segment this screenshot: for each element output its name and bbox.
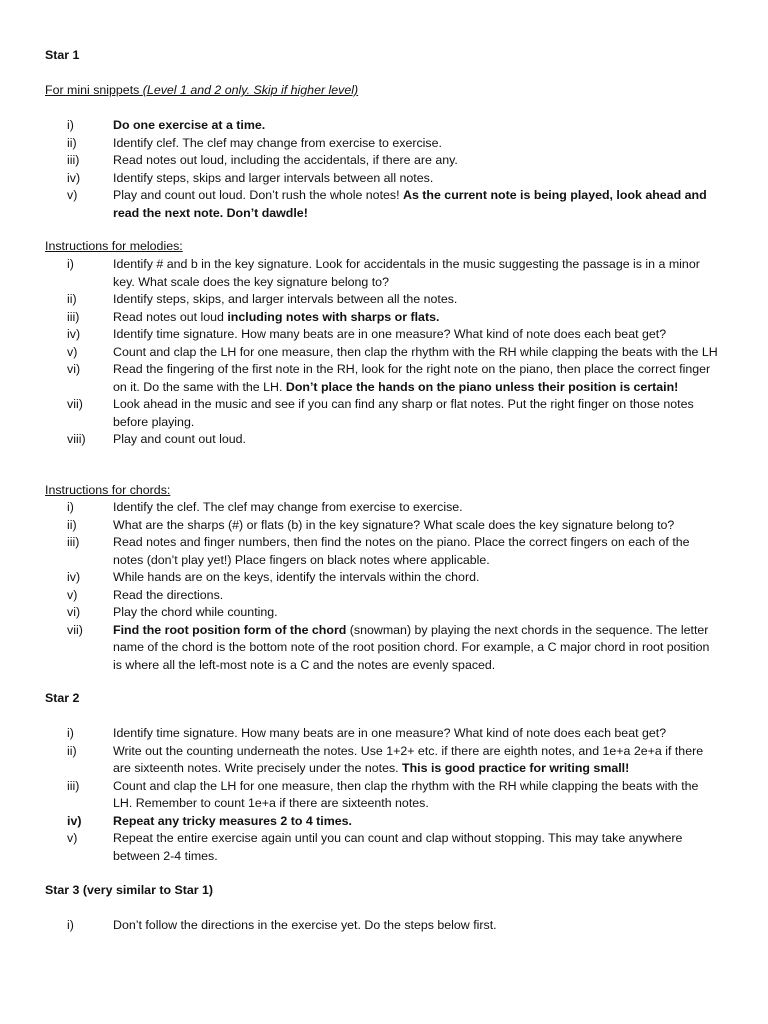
chords-intro: Instructions for chords: (45, 483, 171, 497)
list-item-text: Identify steps, skips, and larger intervals between all the notes. (113, 292, 458, 306)
star3-list (0, 917, 768, 935)
list-item-number: viii) (67, 432, 86, 446)
list-item-number: iv) (67, 327, 81, 341)
melodies-list (0, 256, 768, 449)
list-item-text: Read the fingering of the first note in the RH, look for the right note on the piano, then place the correct finger on it. Do the same with the LH. (113, 362, 711, 394)
list-item-bold-text: This is good practice for writing small! (402, 761, 630, 775)
list-item-text: Identify clef. The clef may change from exercise to exercise. (113, 135, 442, 150)
list-item (0, 256, 720, 291)
list-item-text: (snowman) by playing the next chords in the sequence. The letter name of the chord is the bottom note of the root position chord. For example, a C major chord in root position is where all the left-most note is a C and the notes are evenly spaced. (113, 622, 710, 672)
list-item-number: vii) (67, 397, 83, 411)
list-item (0, 499, 720, 517)
list-item-text: Write out the counting underneath the notes. Use 1+2+ etc. if there are eighth notes, and 1e+a 2e+a if there are sixteenth notes. Write precisely under the notes. (113, 743, 704, 775)
list-item-text: Read the directions. (113, 587, 224, 602)
list-item-number: iv) (67, 570, 81, 584)
mini-snippets-list (0, 117, 768, 222)
mini-snippets-intro-note: (Level 1 and 2 only. Skip if higher level) (142, 83, 359, 97)
list-item (0, 743, 720, 778)
list-item-text: Look ahead in the music and see if you can find any sharp or flat notes. Put the right finger on those notes before playing. (113, 397, 694, 429)
list-item-text: Identify steps, skips and larger intervals between all notes. (113, 170, 434, 185)
star1-heading: Star 1 (45, 48, 80, 62)
list-item-text: Play and count out loud. (113, 432, 246, 446)
list-item-number: i) (67, 918, 74, 932)
list-item (0, 135, 720, 153)
melodies-intro: Instructions for melodies: (45, 239, 183, 253)
list-item (0, 344, 720, 362)
list-item-number: iii) (67, 309, 80, 324)
list-item-text: Identify # and b in the key signature. Look for accidentals in the music suggesting the passage is in a minor key. What scale does the key signature belong to? (113, 257, 700, 289)
chords-list (0, 499, 768, 674)
star3-heading: Star 3 (very similar to Star 1) (45, 883, 214, 897)
list-item-number: vii) (67, 622, 83, 637)
list-item (0, 187, 720, 222)
list-item-text: Count and clap the LH for one measure, then clap the rhythm with the RH while clapping the beats with the LH (113, 344, 718, 359)
list-item-bold-text: including notes with sharps or flats. (227, 309, 440, 324)
list-item-text: Read notes out loud (113, 309, 228, 324)
list-item (0, 813, 720, 831)
list-item (0, 830, 720, 865)
list-item-number: iii) (67, 153, 80, 167)
list-item (0, 117, 720, 135)
list-item (0, 534, 720, 569)
list-item (0, 569, 720, 587)
list-item-bold-text: Find the root position form of the chord (113, 622, 347, 637)
list-item-bold-text: Don’t place the hands on the piano unless their position is certain! (285, 379, 679, 394)
list-item-number: ii) (67, 743, 77, 758)
list-item-number: iv) (67, 813, 82, 828)
list-item-text: Play the chord while counting. (113, 605, 278, 619)
list-item-number: iii) (67, 778, 80, 793)
list-item (0, 396, 720, 431)
list-item-text: Identify time signature. How many beats are in one measure? What kind of note does each beat get? (113, 726, 667, 740)
list-item (0, 517, 720, 535)
list-item-number: vi) (67, 362, 81, 376)
list-item (0, 431, 720, 449)
list-item (0, 291, 720, 309)
mini-snippets-intro-text: For mini snippets (Level 1 and 2 only. Skip if higher level) (45, 83, 359, 97)
list-item-number: v) (67, 344, 78, 359)
list-item (0, 604, 720, 622)
list-item (0, 152, 720, 170)
list-item (0, 778, 720, 813)
list-item (0, 170, 720, 188)
star2-heading: Star 2 (45, 691, 80, 705)
list-item (0, 725, 720, 743)
list-item (0, 361, 720, 396)
list-item-text: Count and clap the LH for one measure, then clap the rhythm with the RH while clapping the beats with the LH. Remember to count 1e+a if there are sixteenth notes. (113, 778, 699, 810)
list-item-bold-text: As the current note is being played, look ahead and read the next note. Don’t dawdle! (113, 188, 707, 220)
list-item-text: Repeat the entire exercise again until you can count and clap without stopping. This may take anywhere between 2-4 times. (113, 831, 683, 863)
list-item-text: Identify time signature. How many beats are in one measure? What kind of note does each beat get? (113, 327, 667, 341)
list-item (0, 587, 720, 605)
list-item-number: i) (67, 118, 74, 132)
list-item-text: What are the sharps (#) or flats (b) in the key signature? What scale does the key signature belong to? (113, 517, 675, 532)
list-item (0, 326, 720, 344)
star2-list (0, 725, 768, 865)
list-item-text: Play and count out loud. Don’t rush the whole notes! (113, 188, 403, 202)
list-item-text: Identify the clef. The clef may change from exercise to exercise. (113, 500, 463, 514)
list-item-text: While hands are on the keys, identify the intervals within the chord. (113, 570, 480, 584)
list-item (0, 622, 720, 675)
list-item-number: ii) (67, 517, 77, 532)
list-item-text: Read notes out loud, including the accidentals, if there are any. (113, 153, 458, 167)
list-item-bold-text: Do one exercise at a time. (113, 118, 266, 132)
list-item-text: Don’t follow the directions in the exercise yet. Do the steps below first. (113, 918, 497, 932)
list-item-number: i) (67, 726, 74, 740)
list-item-number: v) (67, 587, 78, 602)
list-item-number: i) (67, 500, 74, 514)
list-item-number: vi) (67, 605, 81, 619)
mini-snippets-intro (45, 82, 358, 100)
list-item-number: ii) (67, 135, 77, 150)
list-item-number: ii) (67, 292, 77, 306)
list-item-bold-text: Repeat any tricky measures 2 to 4 times. (113, 813, 352, 828)
list-item (0, 917, 720, 935)
list-item-number: v) (67, 188, 78, 202)
list-item-number: iii) (67, 535, 80, 549)
list-item-text: Read notes and finger numbers, then find the notes on the piano. Place the correct fingers on each of the notes (don’t play yet!) Place fingers on black notes where applicable. (113, 535, 690, 567)
list-item-number: i) (67, 257, 74, 271)
list-item-number: iv) (67, 170, 81, 185)
list-item-number: v) (67, 831, 78, 845)
list-item (0, 309, 720, 327)
